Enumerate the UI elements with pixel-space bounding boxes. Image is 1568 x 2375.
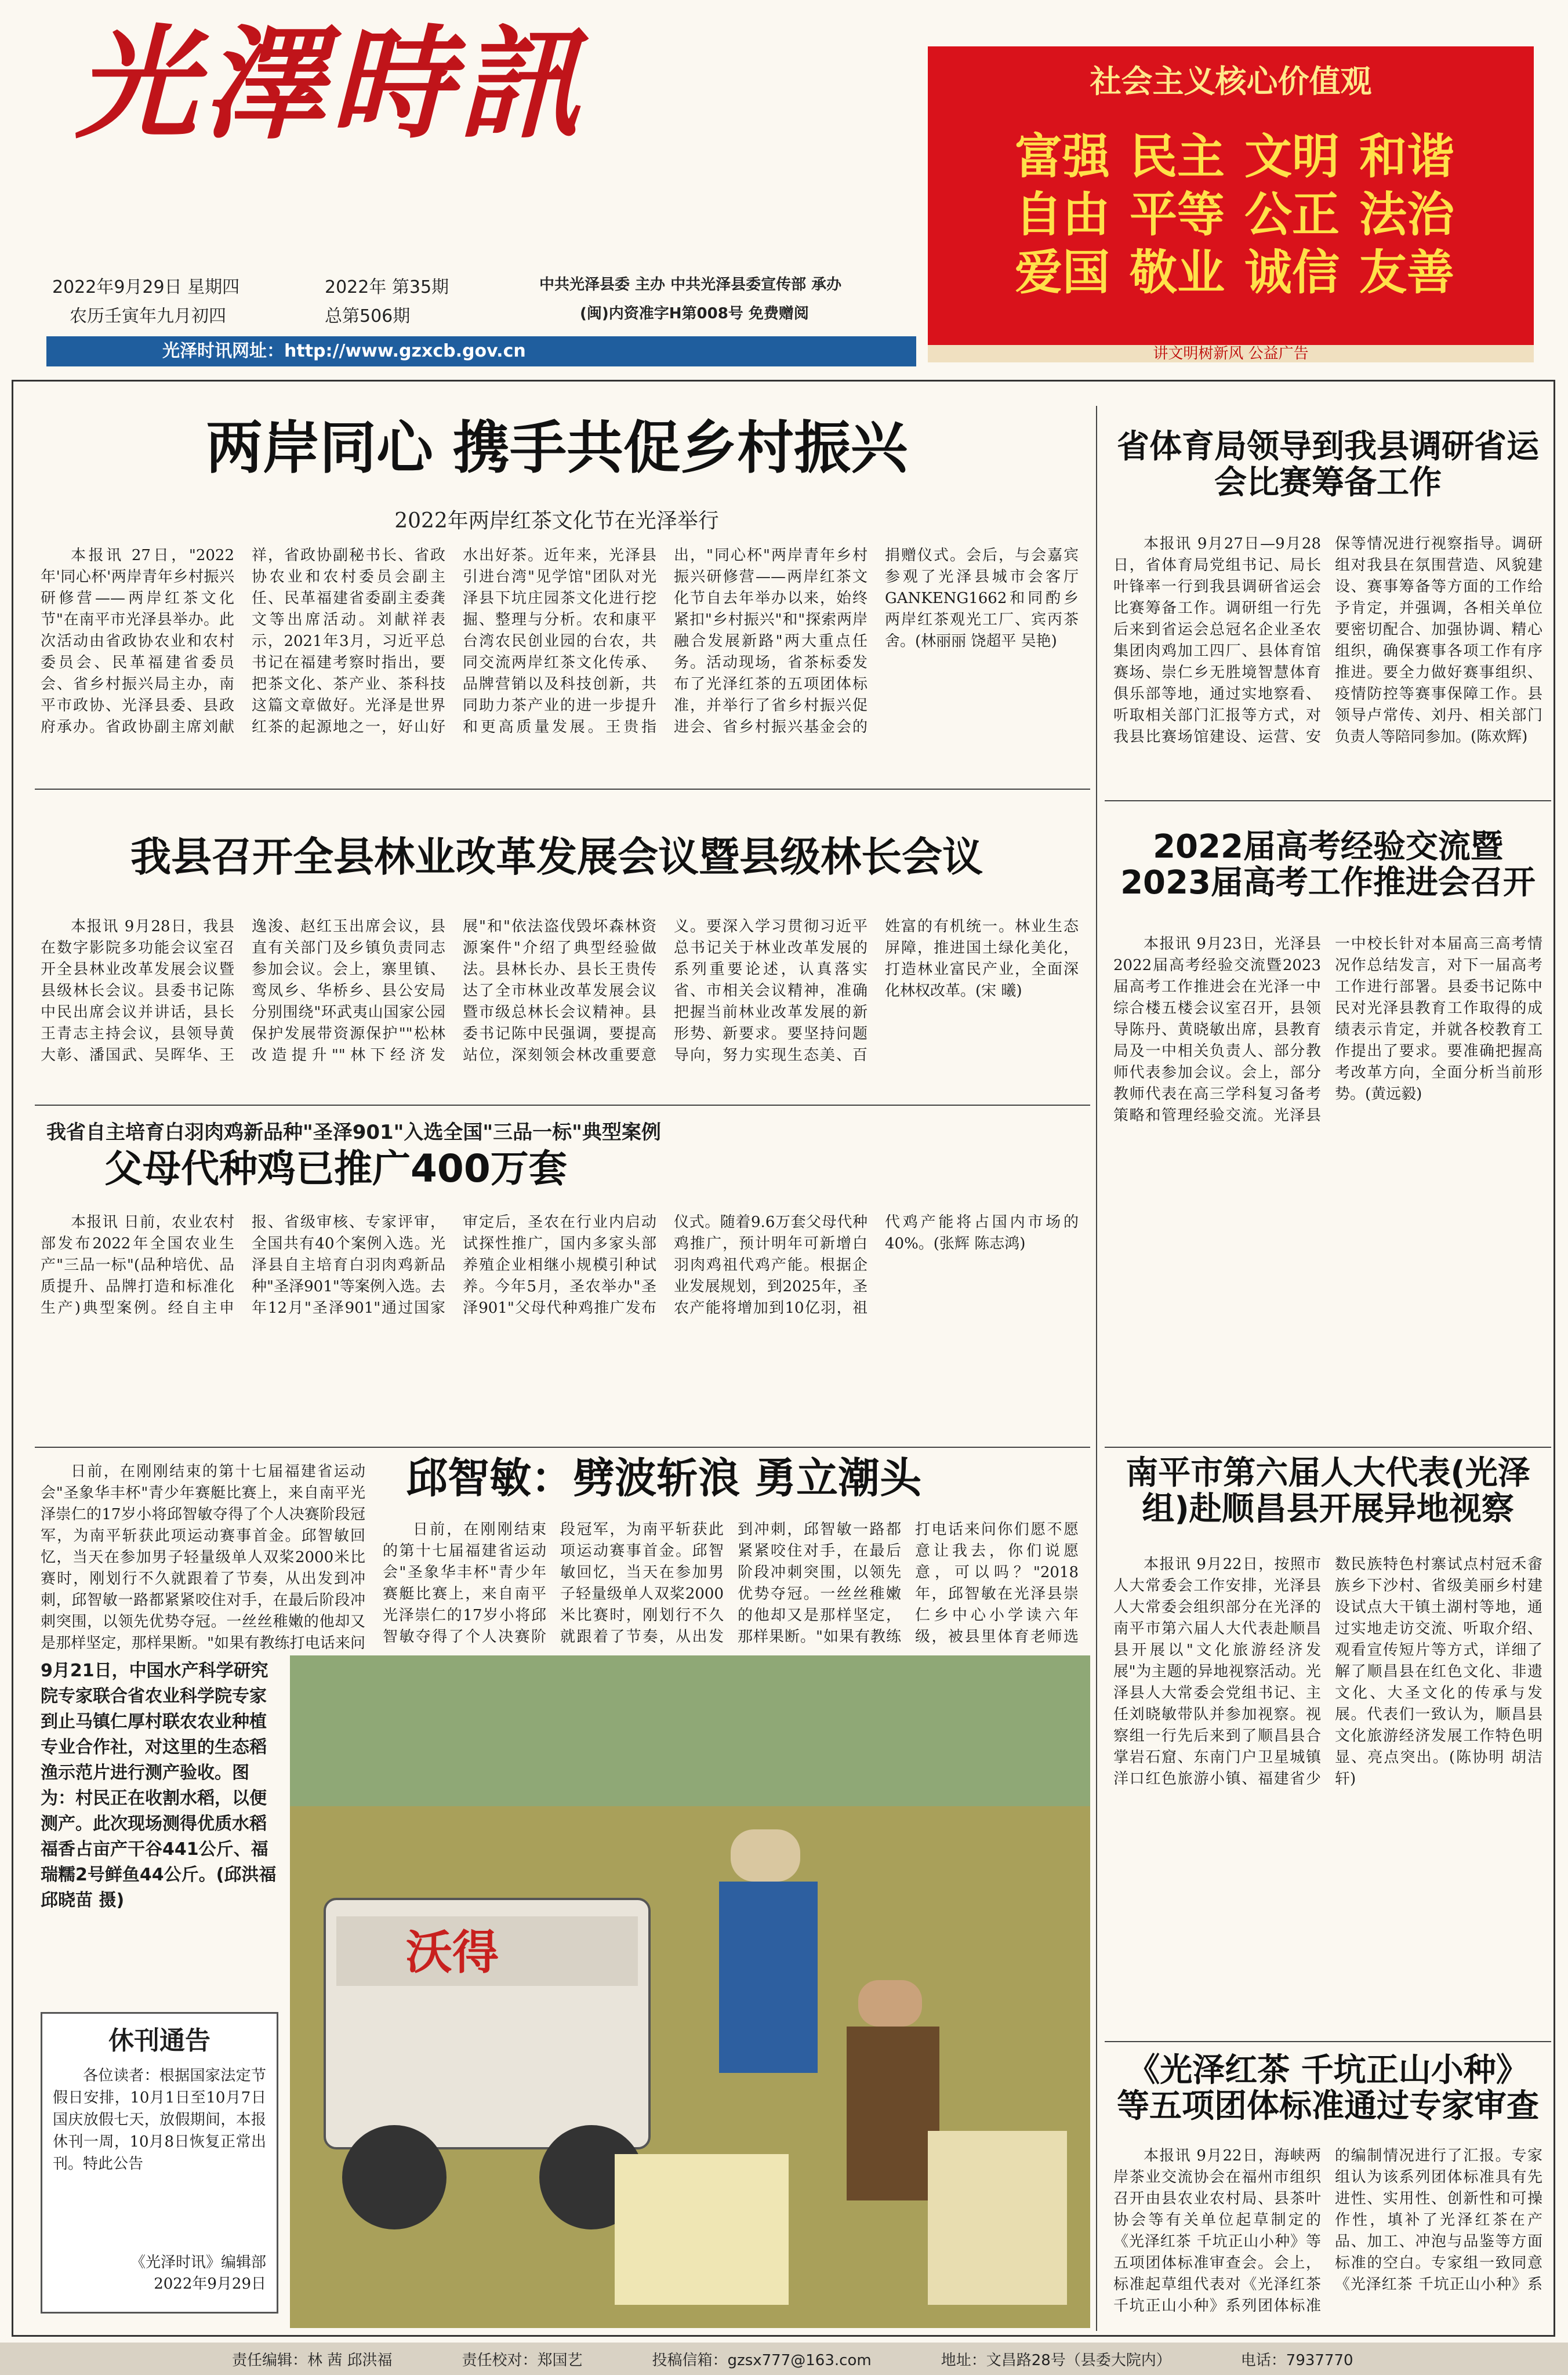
qiu-text: 日前，在刚刚结束的第十七届福建省运动会"圣象华丰杯"青少年赛艇比赛上，来自南平光泽崇仁的17岁小将邱智敏夺得了个人决赛阶段冠军，为南平斩获此项运动赛事首金。邱智敏回忆，当天在参加男子轻量级单人双桨2000米比赛时，刚划行不久就跟着了节奏，从出发到冲刺，邱智敏一路都紧紧咬住对手，在最后阶段冲刺突围，以领先优势夺冠。一丝丝稚嫩的他却又是那样坚定，那样果断。"如果有教练打电话来问: [41, 1463, 365, 1652]
value-item: 法治: [1359, 187, 1455, 242]
notice-date: 2022年9月29日: [154, 2275, 266, 2293]
values-row: [1015, 129, 1513, 184]
issue-date: 2022年9月29日 星期四: [52, 277, 240, 297]
footer-proof: 责任校对：郑国艺: [462, 2351, 583, 2369]
notice-title: 休刊通告: [108, 2026, 210, 2056]
exam-body: [1113, 934, 1542, 1432]
values-footer: 讲文明树新风 公益广告: [928, 345, 1534, 362]
divider: [35, 1447, 1090, 1448]
footer-email: 投稿信箱：gzsx777@163.com: [652, 2351, 872, 2369]
divider: [1105, 800, 1551, 801]
footer-phone: 电话：7937770: [1240, 2351, 1353, 2369]
sports-text: 本报讯 9月27日—9月28日，省体育局党组书记、局长叶锋率一行到我县调研省运会比赛筹备工作。调研组一行先后来到省运会总冠名企业圣农集团肉鸡加工四厂、县体育馆赛场、崇仁乡无胜境智慧体育俱乐部等地，通过实地察看、听取相关部门汇报等方式，对我县比赛场馆建设、运营、安保等情况进行视察指导。调研组对我县在氛围营造、风貌建设、赛事筹备等方面的工作给予肯定，并强调，各相关单位要密切配合、加强协调、精心组织，确保赛事各项工作有序推进。要全力做好赛事组织、疫情防控等赛事保障工作。县领导卢常传、刘丹、相关部门负责人等陪同参加。(陈欢辉): [1113, 535, 1542, 746]
value-item: 敬业: [1130, 245, 1225, 300]
lead-body: [41, 545, 1079, 777]
forestry-headline: 我县召开全县林业改革发展会议暨县级林长会议: [130, 833, 983, 881]
qiu-headline: 邱智敏：劈波斩浪 勇立潮头: [406, 1454, 922, 1502]
lunar-date: 农历壬寅年九月初四: [70, 306, 226, 326]
value-item: 自由: [1015, 187, 1110, 242]
value-item: 文明: [1244, 129, 1340, 184]
qiu-text-continued: 日前，在刚刚结束的第十七届福建省运动会"圣象华丰杯"青少年赛艇比赛上，来自南平光泽崇仁的17岁小将邱智敏夺得了个人决赛阶段冠军，为南平斩获此项运动赛事首金。邱智敏回忆，当天在参加男子轻量级单人双桨2000米比赛时，刚划行不久就跟着了节奏，从出发到冲刺，邱智敏一路都紧紧咬住对手，在最后阶段冲刺突围，以领先优势夺冠。一丝丝稚嫩的他却又是那样坚定，那样果断。"如果有教练打电话来问你们愿不愿意让我去，你们说愿意，可以吗？"2018年，邱智敏在光泽县崇仁乡中心小学读六年级，被县里体育老师选: [383, 1521, 1079, 1646]
tea-headline: 《光泽红茶 千坑正山小种》等五项团体标准通过专家审查: [1117, 2051, 1539, 2125]
lead-subtitle: 2022年两岸红茶文化节在光泽举行: [394, 509, 719, 533]
value-item: 和谐: [1359, 129, 1455, 184]
total-issue: 总第506期: [325, 306, 411, 326]
harvest-illustration: [290, 1655, 1090, 2328]
value-item: 平等: [1130, 187, 1225, 242]
values-row: [1015, 187, 1513, 242]
values-title: 社会主义核心价值观: [1090, 63, 1372, 100]
notice-text: 各位读者：根据国家法定节假日安排，10月1日至10月7日国庆放假七天，放假期间，本报休刊一周，10月8日恢复正常出刊。特此公告: [53, 2067, 266, 2173]
sports-headline: 省体育局领导到我县调研省运会比赛筹备工作: [1117, 428, 1539, 502]
values-grid: [1015, 129, 1513, 307]
qiu-body-left: [41, 1461, 365, 1653]
divider: [35, 1105, 1090, 1106]
sports-body: [1113, 533, 1542, 789]
core-values-box: [928, 46, 1534, 362]
value-item: 友善: [1359, 245, 1455, 300]
exam-text: 本报讯 9月23日，光泽县2022届高考经验交流暨2023届高考工作推进会在光泽一中综合楼五楼会议室召开，县领导陈丹、黄晓敏出席，县教育局及一中相关负责人、部分教师代表参加会议。会上，部分教师代表在高三学科复习备考策略和管理经验交流。光泽县一中校长针对本届高三高考情况作总结发言，对下一届高考工作进行部署。县委书记陈中民对光泽县教育工作取得的成绩表示肯定，并就各校教育工作提出了要求。要准确把握高考改革方向，全面分析当前形势。(黄远毅): [1113, 935, 1542, 1124]
value-item: 公正: [1244, 187, 1340, 242]
npc-body: [1113, 1554, 1542, 2029]
value-item: 民主: [1130, 129, 1225, 184]
notice-sign: 《光泽时讯》编辑部: [130, 2254, 266, 2271]
tea-body: [1113, 2145, 1542, 2331]
divider: [1105, 1447, 1551, 1448]
footer-bar: [0, 2343, 1568, 2375]
npc-headline: 南平市第六届人大代表(光泽组)赴顺昌县开展异地视察: [1126, 1454, 1530, 1528]
permit: (闽)内资准字H第008号 免费赠阅: [580, 305, 809, 322]
divider: [35, 789, 1090, 790]
harvest-photo: [290, 1655, 1090, 2328]
lead-headline: 两岸同心 携手共促乡村振兴: [205, 415, 908, 481]
website-bar: 光泽时讯网址：http://www.gzxcb.gov.cn: [46, 336, 916, 366]
value-item: 爱国: [1015, 245, 1110, 300]
chicken-body: [41, 1212, 1079, 1444]
qiu-body-right: [383, 1519, 1079, 1653]
column-divider: [1096, 406, 1097, 2331]
tea-text: 本报讯 9月22日，海峡两岸茶业交流协会在福州市组织召开由县农业农村局、县茶叶协会等有关单位起草制定的《光泽红茶 千坑正山小种》等五项团体标准审查会。会上，标准起草组代表对《光泽红茶 千坑正山小种》系列团体标准的编制情况进行了汇报。专家组认为该系列团体标准具有先进性、实用性、创新性和可操作性，填补了光泽红茶在产品、加工、冲泡与品鉴等方面标准的空白。专家组一致同意《光泽红茶 千坑正山小种》系: [1113, 2147, 1542, 2315]
forestry-body: [41, 916, 1079, 1102]
sponsor: 中共光泽县委 主办 中共光泽县委宣传部 承办: [539, 276, 842, 293]
harvester-brand: 沃得: [406, 1926, 499, 1980]
issue-number: 2022年 第35期: [325, 277, 449, 297]
value-item: 富强: [1015, 129, 1110, 184]
forestry-text: 本报讯 9月28日，我县在数字影院多功能会议室召开全县林业改革发展会议暨县级林长会议。县委书记陈中民出席会议并讲话，县长王青志主持会议，县领导黄大彰、潘国武、吴晖华、王逸浚、赵红玉出席会议，县直有关部门及乡镇负责同志参加会议。会上，寨里镇、鸾凤乡、华桥乡、县公安局分别围绕"环武夷山国家公园保护发展带资源保护""松林改造提升""林下经济发展"和"依法盗伐毁坏森林资源案件"介绍了典型经验做法。县林长办、县长王贵传达了全市林业改革发展会议暨市级总林长会议精神。县委书记陈中民强调，要提高站位，深刻领会林改重要意义。要深入学习贯彻习近平总书记关于林业改革发展的系列重要论述，认真落实省、市相关会议精神，准确把握当前林业改革发展的新形势、新要求。要坚持问题导向，努力实现生态美、百姓富的有机统一。林业生态屏障，推进国土绿化美化，打造林业富民产业，全面深化林权改革。(宋 曦): [41, 918, 1079, 1064]
closure-notice: [41, 2012, 278, 2314]
notice-body: [53, 2065, 266, 2239]
chicken-headline: 父母代种鸡已推广400万套: [104, 1146, 567, 1191]
chicken-text: 本报讯 日前，农业农村部发布2022年全国农业生产"三品一标"(品种培优、品质提升、品牌打造和标准化生产)典型案例。经自主申报、省级审核、专家评审，全国共有40个案例入选。光泽县自主培育白羽肉鸡新品种"圣泽901"等案例入选。去年12月"圣泽901"通过国家审定后，圣农在行业内启动试探性推广，国内多家头部养殖企业相继小规模引种试养。今年5月，圣农举办"圣泽901"父母代种鸡推广发布仪式。随着9.6万套父母代种鸡推广，预计明年可新增白羽肉鸡祖代鸡产能。根据企业发展规划，到2025年，圣农产能将增加到10亿羽，祖代鸡产能将占国内市场的40%。(张辉 陈志鸿): [41, 1214, 1079, 1317]
value-item: 诚信: [1244, 245, 1340, 300]
masthead-title: 光澤時訊: [75, 12, 586, 155]
npc-text: 本报讯 9月22日，按照市人大常委会工作安排，光泽县人大常委会组织部分在光泽的南平市第六届人大代表赴顺昌县开展以"文化旅游经济发展"为主题的异地视察活动。光泽县人大常委会党组书记、主任刘晓敏带队并参加视察。视察组一行先后来到了顺昌县合掌岩石窟、东南门户卫星城镇洋口红色旅游小镇、福建省少数民族特色村寨试点村冠禾畲族乡下沙村、省级美丽乡村建设试点大干镇土湖村等地，通过实地走访交流、听取介绍、观看宣传短片等方式，详细了解了顺昌县在红色文化、非遗文化、大圣文化的传承与发展。代表们一致认为，顺昌县文化旅游经济发展工作特色明显、亮点突出。(陈协明 胡洁轩): [1113, 1556, 1542, 1788]
exam-headline: 2022届高考经验交流暨2023届高考工作推进会召开: [1120, 828, 1536, 902]
footer-editor: 责任编辑：林 茜 邱洪福: [232, 2351, 393, 2369]
lead-text: 本报讯 27日，"2022年'同心杯'两岸青年乡村振兴研修营——两岸红茶文化节"在南平市光泽县举办。此次活动由省政协农业和农村委员会、民革福建省委员会、省乡村振兴局主办，南平市政协、光泽县委、县政府承办。省政协副主席刘献祥，省政协副秘书长、省政协农业和农村委员会副主任、民革福建省委副主委龚文等出席活动。刘献祥表示，2021年3月，习近平总书记在福建考察时指出，要把茶文化、茶产业、茶科技这篇文章做好。光泽是世界红茶的起源地之一，好山好水出好茶。近年来，光泽县引进台湾"见学馆"团队对光泽县下坑庄园茶文化进行挖掘、整理与分析。农和康平台湾农民创业园的台农，共同交流两岸红茶文化传承、品牌营销以及科技创新，共同助力茶产业的进一步提升和更高质量发展。王贵指出，"同心杯"两岸青年乡村振兴研修营——两岸红茶文化节自去年举办以来，始终紧扣"乡村振兴"和"探索两岸融合发展新路"两大重点任务。活动现场，省茶标委发布了光泽红茶的五项团体标准，并举行了省乡村振兴促进会、省乡村振兴基金会的捐赠仪式。会后，与会嘉宾参观了光泽县城市会客厅GANKENG1662和同酌乡两岸红茶观光工厂、宾丙茶舍。(林丽丽 饶超平 吴艳): [41, 547, 1079, 736]
chicken-kicker: 我省自主培育白羽肉鸡新品种"圣泽901"入选全国"三品一标"典型案例: [46, 1121, 661, 1144]
photo-caption: 9月21日，中国水产科学研究院专家联合省农业科学院专家到止马镇仁厚村联农农业种植专业合作社，对这里的生态稻渔示范片进行测产验收。图为：村民正在收割水稻，以便测产。此次现场测得优质水稻福香占亩产干谷441公斤、福瑞糯2号鲜鱼44公斤。(邱洪福 邱晓苗 摄): [41, 1661, 277, 1911]
divider: [1105, 2041, 1551, 2042]
values-row: [1015, 245, 1513, 300]
footer-address: 地址：文昌路28号（县委大院内）: [941, 2351, 1171, 2369]
